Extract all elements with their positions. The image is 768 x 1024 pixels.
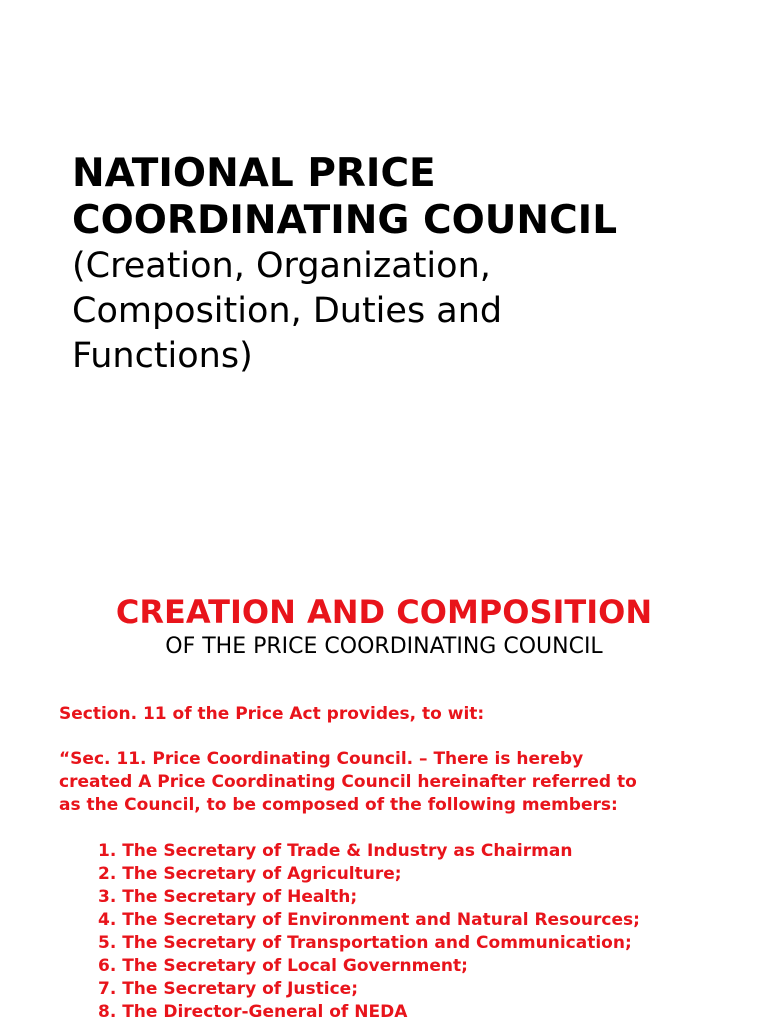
- section-intro-text: Section. 11 of the Price Act provides, to wit:: [59, 704, 485, 724]
- quote-paragraph: [59, 748, 759, 817]
- title-slide: [72, 150, 752, 379]
- quote-line-2: created A Price Coordinating Council hereinafter referred to: [59, 772, 637, 792]
- list-item: 3. The Secretary of Health;: [98, 887, 358, 907]
- section-heading: [0, 592, 768, 662]
- slide-subtitle-line-2: Composition, Duties and: [72, 291, 503, 331]
- slide-subtitle-line-3: Functions): [72, 336, 253, 376]
- slide-title-line-1: NATIONAL PRICE: [72, 151, 436, 196]
- slide-title-line-2: COORDINATING COUNCIL: [72, 198, 618, 243]
- list-item: 6. The Secretary of Local Government;: [98, 956, 468, 976]
- quote-line-1: “Sec. 11. Price Coordinating Council. – There is hereby: [59, 749, 584, 769]
- section-heading-sub: OF THE PRICE COORDINATING COUNCIL: [165, 634, 603, 659]
- list-item: 8. The Director-General of NEDA: [98, 1002, 408, 1022]
- list-item: 5. The Secretary of Transportation and Communication;: [98, 933, 632, 953]
- quote-line-3: as the Council, to be composed of the following members:: [59, 795, 618, 815]
- list-item: 4. The Secretary of Environment and Natural Resources;: [98, 910, 640, 930]
- member-list: [98, 840, 640, 1024]
- list-item: 1. The Secretary of Trade & Industry as Chairman: [98, 841, 573, 861]
- list-item: 7. The Secretary of Justice;: [98, 979, 358, 999]
- list-item: 2. The Secretary of Agriculture;: [98, 864, 402, 884]
- section-heading-main: CREATION AND COMPOSITION: [115, 593, 653, 631]
- slide-subtitle-line-1: (Creation, Organization,: [72, 246, 491, 286]
